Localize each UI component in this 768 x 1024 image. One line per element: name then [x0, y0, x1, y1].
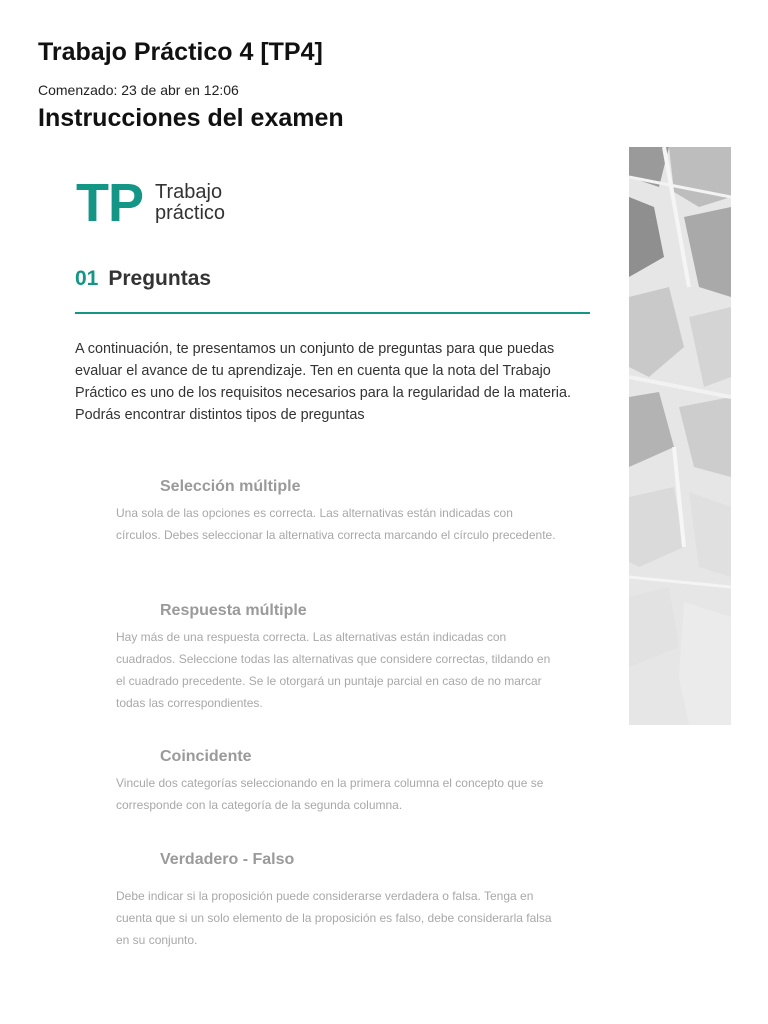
question-type-title: Selección múltiple	[160, 478, 301, 495]
tp-logo-line2: práctico	[155, 202, 226, 224]
question-type-multiple-choice	[116, 478, 556, 546]
tp-logo-line1: Trabajo	[155, 181, 223, 203]
question-type-description: Debe indicar si la proposición puede considerarse verdadera o falsa. Tenga en cuenta que si un solo elemento de la proposición es falso, debe considerarla falsa en su conjunto.	[116, 889, 552, 947]
quiz-title: Trabajo Práctico 4 [TP4]	[38, 38, 323, 66]
instructions-heading: Instrucciones del examen	[38, 104, 344, 132]
intro-paragraph: A continuación, te presentamos un conjunto de preguntas para que puedas evaluar el avance de tu aprendizaje. Ten en cuenta que la nota del Trabajo Práctico es uno de los requisitos necesarios para la regularidad de la materia. Podrás encontrar distintos tipos de preguntas	[75, 341, 571, 423]
section-title: Preguntas	[108, 267, 212, 290]
question-type-title: Respuesta múltiple	[160, 602, 307, 619]
decorative-architecture-image	[629, 147, 731, 725]
section-divider	[75, 312, 590, 314]
question-type-true-false	[116, 851, 556, 951]
question-type-multiple-response	[116, 602, 556, 714]
tp-logo-words	[155, 182, 225, 224]
tp-logo-mark: TP	[76, 173, 144, 233]
section-number: 01	[75, 267, 99, 290]
question-type-description: Vincule dos categorías seleccionando en la primera columna el concepto que se corresponde con la categoría de la segunda columna.	[116, 776, 544, 812]
question-type-title: Verdadero - Falso	[160, 851, 295, 868]
decorative-pattern	[629, 147, 731, 725]
question-type-title: Coincidente	[160, 748, 252, 765]
started-timestamp: Comenzado: 23 de abr en 12:06	[38, 82, 239, 98]
tp-logo	[76, 173, 226, 233]
section-heading	[75, 267, 211, 291]
question-type-description: Una sola de las opciones es correcta. Las alternativas están indicadas con círculos. Debes seleccionar la alternativa correcta marcando el círculo precedente.	[116, 506, 556, 542]
question-type-description: Hay más de una respuesta correcta. Las alternativas están indicadas con cuadrados. Seleccione todas las alternativas que considere correctas, tildando en el cuadrado precedente. Se le otorgará un puntaje parcial en caso de no marcar todas las correspondientes.	[116, 630, 551, 710]
question-type-matching	[116, 748, 556, 816]
